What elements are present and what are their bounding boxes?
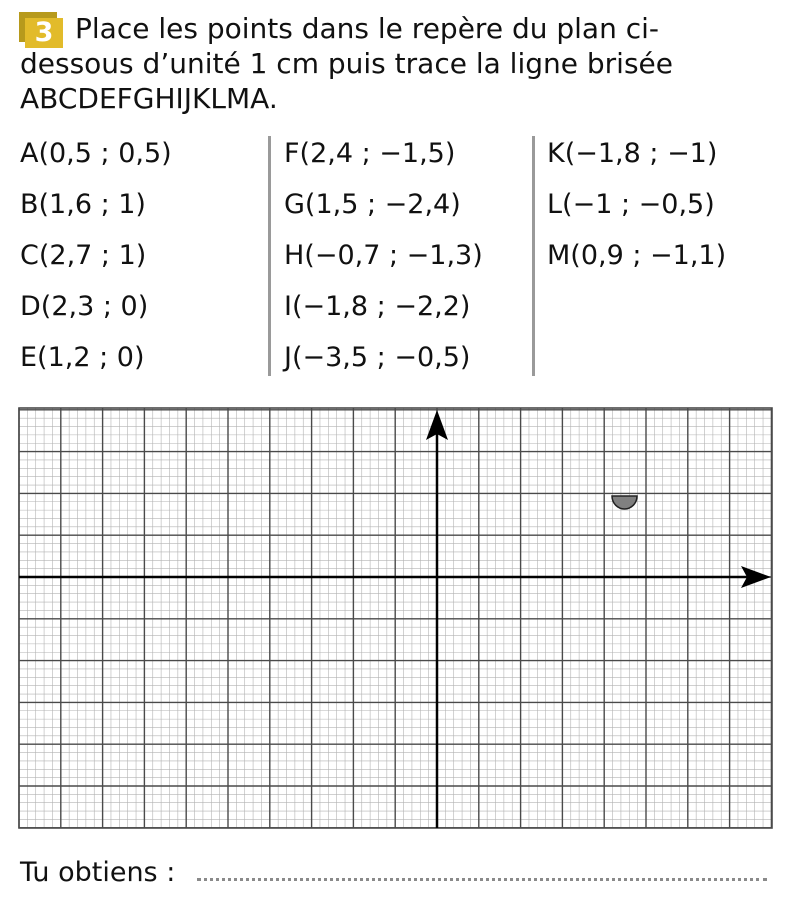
answer-dotted-line[interactable] xyxy=(197,878,767,881)
point-h: H(−0,7 ; −1,3) xyxy=(284,240,483,271)
point-j: J(−3,5 ; −0,5) xyxy=(284,342,471,373)
point-l: L(−1 ; −0,5) xyxy=(547,189,715,220)
point-f: F(2,4 ; −1,5) xyxy=(284,138,456,169)
point-a: A(0,5 ; 0,5) xyxy=(20,138,172,169)
half-disc-marker xyxy=(612,496,637,509)
point-e: E(1,2 ; 0) xyxy=(20,342,145,373)
answer-label: Tu obtiens : xyxy=(20,857,176,888)
exercise-instruction: Place les points dans le repère du plan ci-dessous d’unité 1 cm puis trace la ligne brisée ABCDEFGHIJKLMA. xyxy=(20,12,673,115)
point-d: D(2,3 ; 0) xyxy=(20,291,149,322)
point-i: I(−1,8 ; −2,2) xyxy=(284,291,471,322)
point-b: B(1,6 ; 1) xyxy=(20,189,146,220)
point-k: K(−1,8 ; −1) xyxy=(547,138,718,169)
point-m: M(0,9 ; −1,1) xyxy=(547,240,727,271)
point-g: G(1,5 ; −2,4) xyxy=(284,189,461,220)
point-c: C(2,7 ; 1) xyxy=(20,240,147,271)
major-grid-lines xyxy=(19,408,772,828)
exercise-number: 3 xyxy=(25,18,63,48)
